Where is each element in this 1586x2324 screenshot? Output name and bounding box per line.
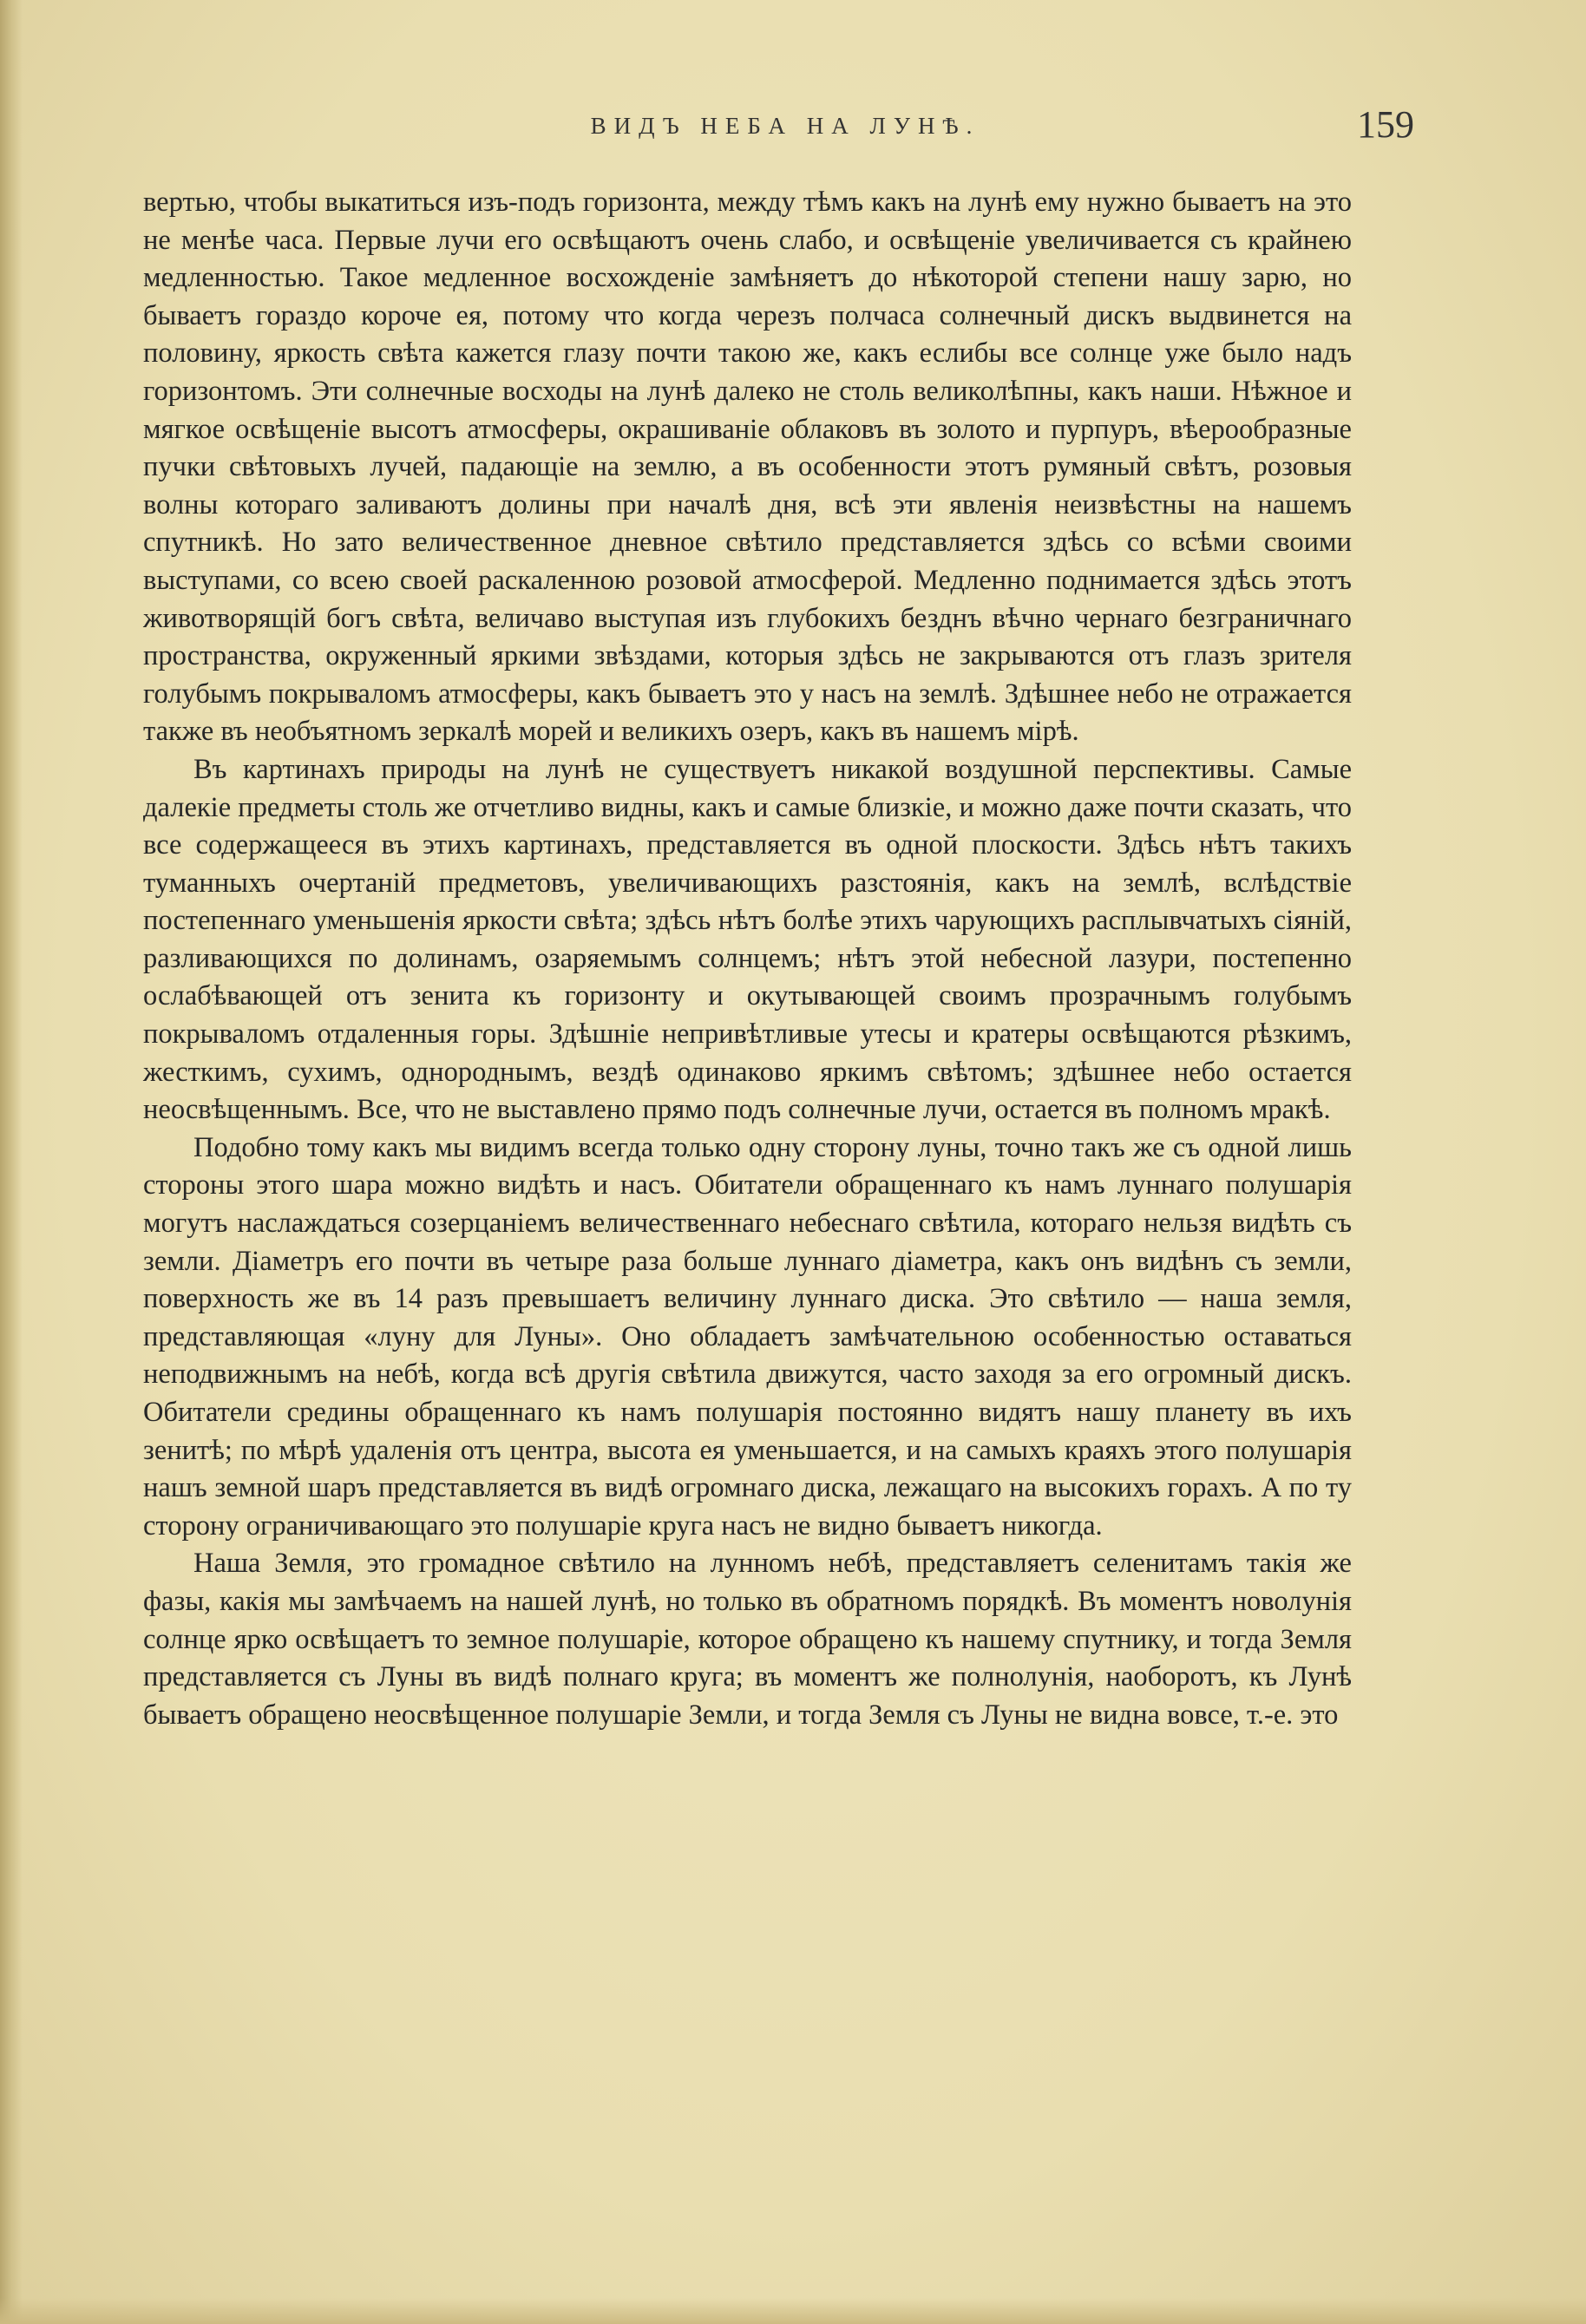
- paragraph-2: Въ картинахъ природы на лунѣ не существуетъ никакой воздушной перспективы. Самые далекіе предметы столь же отчетливо видны, какъ и самые близкіе, и можно даже почти сказать, что все содержащееся въ этихъ картинахъ, представляется въ одной плоскости. Здѣсь нѣтъ такихъ туманныхъ очертаній предметовъ, увеличивающихъ разстоянія, какъ на землѣ, вслѣдствіе постепеннаго уменьшенія яркости свѣта; здѣсь нѣтъ болѣе этихъ чарующихъ расплывчатыхъ сіяній, разливающихся по долинамъ, озаряемымъ солнцемъ; нѣтъ этой небесной лазури, постепенно ослабѣвающей отъ зенита къ горизонту и окутывающей своимъ прозрачнымъ голубымъ покрываломъ отдаленныя горы. Здѣшніе непривѣтливые утесы и кратеры освѣщаются рѣзкимъ, жесткимъ, сухимъ, однороднымъ, вездѣ одинаково яркимъ свѣтомъ; здѣшнее небо остается неосвѣщеннымъ. Все, что не выставлено прямо подъ солнечные лучи, остается въ полномъ мракѣ.: [143, 753, 1352, 1126]
- binding-shadow: [0, 0, 23, 2324]
- running-head: [156, 102, 1414, 154]
- paragraph-3: Подобно тому какъ мы видимъ всегда только одну сторону луны, точно такъ же съ одной лишь стороны этого шара можно видѣть и насъ. Обитатели обращеннаго къ намъ луннаго полушарія могутъ наслаждаться созерцаніемъ величественнаго небеснаго свѣтила, котораго нельзя видѣть съ земли. Діаметръ его почти въ четыре раза больше луннаго діаметра, какъ онъ видѣнъ съ земли, поверхность же въ 14 разъ превышаетъ величину луннаго диска. Это свѣтило — наша земля, представляющая «луну для Луны». Оно обладаетъ замѣчательною особенностью оставаться неподвижнымъ на небѣ, когда всѣ другія свѣтила движутся, часто заходя за его огромный дискъ. Обитатели средины обращеннаго къ намъ полушарія постоянно видятъ нашу планету въ ихъ зенитѣ; по мѣрѣ удаленія отъ центра, высота ея уменьшается, и на самыхъ краяхъ этого полушарія нашъ земной шаръ представляется въ видѣ огромнаго диска, лежащаго на высокихъ горахъ. А по ту сторону ограничивающаго это полушаріе круга насъ не видно бываетъ никогда.: [143, 1131, 1352, 1542]
- running-title: ВИДЪ НЕБА НА ЛУНѢ.: [590, 113, 980, 139]
- paragraph-4: Наша Земля, это громадное свѣтило на лунномъ небѣ, представляетъ селенитамъ такія же фазы, какія мы замѣчаемъ на нашей лунѣ, но только въ обратномъ порядкѣ. Въ моментъ новолунія солнце ярко освѣщаетъ то земное полушаріе, которое обращено къ нашему спутнику, и тогда Земля представляется съ Луны въ видѣ полнаго круга; въ моментъ же полнолунія, наоборотъ, къ Лунѣ бываетъ обращено неосвѣщенное полушаріе Земли, и тогда Земля съ Луны не видна вовсе, т.-е. это: [143, 1548, 1352, 1731]
- page-number: 159: [1357, 103, 1414, 146]
- page-bottom-edge: [0, 2298, 1586, 2324]
- paragraph-1: вертью, чтобы выкатиться изъ-подъ горизонта, между тѣмъ какъ на лунѣ ему нужно бываетъ на это не менѣе часа. Первые лучи его освѣщаютъ очень слабо, и освѣщеніе увеличивается съ крайнею медленностью. Такое медленное восхожденіе замѣняетъ до нѣкоторой степени нашу зарю, но бываетъ гораздо короче ея, потому что когда черезъ полчаса солнечный дискъ выдвинется на половину, яркость свѣта кажется глазу почти такою же, какъ еслибы все солнце уже было надъ горизонтомъ. Эти солнечные восходы на лунѣ далеко не столь великолѣпны, какъ наши. Нѣжное и мягкое освѣщеніе высотъ атмосферы, окрашиваніе облаковъ въ золото и пурпуръ, вѣерообразные пучки свѣтовыхъ лучей, падающіе на землю, а въ особенности этотъ румяный свѣтъ, розовыя волны котораго заливаютъ долины при началѣ дня, всѣ эти явленія неизвѣстны на нашемъ спутникѣ. Но зато величественное дневное свѣтило представляется здѣсь со всѣми своими выступами, со всею своей раскаленною розовой атмосферой. Медленно поднимается здѣсь этотъ животворящій богъ свѣта, величаво выступая изъ глубокихъ безднъ вѣчно чернаго безграничнаго пространства, окруженный яркими звѣздами, которыя здѣсь не закрываются отъ глазъ зрителя голубымъ покрываломъ атмосферы, какъ бываетъ это у насъ на землѣ. Здѣшнее небо не отражается также въ необъятномъ зеркалѣ морей и великихъ озеръ, какъ въ нашемъ мірѣ.: [143, 187, 1352, 748]
- body-text: [143, 184, 1352, 1734]
